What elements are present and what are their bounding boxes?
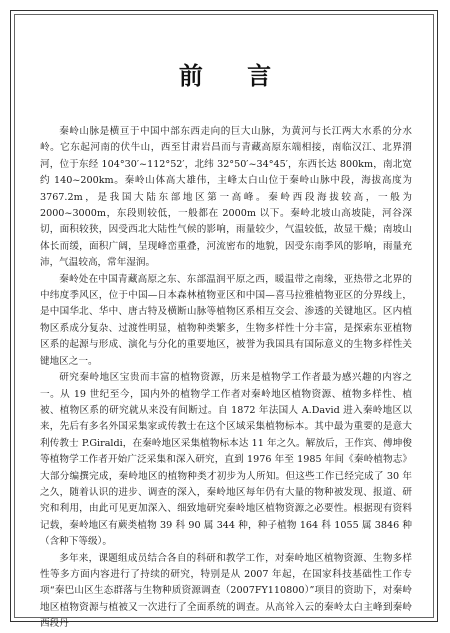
paragraph-3: 研究秦岭地区宝贵而丰富的植物资源，历来是植物学工作者最为感兴趣的内容之一。从 19 世纪至今，国内外的植物学工作者对秦岭地区植物资源、植物多样性、植被、植物区系的研究就从来没有间断过。自 1872 年法国人 A.David 进入秦岭地区以来，先后有多名外国采集家或传教士在这个区域采集植物标本。其中最为重要的是意大利传教士 P.Giraldi，在秦岭地区采集植物标本达 11 年之久。解放后，王作宾、傅坤俊等植物学工作者开始广泛采集和深入研究，直到 1976 年至 1985 年间《秦岭植物志》大部分编撰完成，秦岭地区的植物种类才初步为人所知。但这些工作已经完成了 30 年之久，随着认识的进步、调查的深入，秦岭地区每年仍有大量的物种被发现、报道、研究和利用，由此可见更加深入、细致地研究秦岭地区植物资源之必要性。根据现有资料记载，秦岭地区有蕨类植物 39 科 90 属 344 种，种子植物 164 科 1055 属 3846 种（含种下等级）。 xyxy=(40,372,412,548)
preface-body xyxy=(40,124,412,633)
paragraph-1: 秦岭山脉是横亘于中国中部东西走向的巨大山脉，为黄河与长江两大水系的分水岭。它东起河南的伏牛山，西至甘肃岩昌而与青藏高原东端相接，南临汉江、北界渭河，位于东经 104°30′~112°52′，北纬 32°50′~34°45′，东西长达 800km，南北宽约 140~200km。秦岭山体高大雄伟，主峰太白山位于秦岭山脉中段，海拔高度为 3767.2m，是我国大陆东部地区第一高峰。秦岭西段海拔较高，一般为 2000~3000m，东段则较低，一般都在 2000m 以下。秦岭北坡山高坡陡，河谷深切，面积较狭，因受西北大陆性气候的影响，雨量较少，气温较低，故显干燥；南坡山体长而缓，面积广阔，呈现峰峦重叠，河流密布的地貌，因受东南季风的影响，雨量充沛，气温较高，常年湿润。 xyxy=(40,126,412,269)
page-title: 前 言 xyxy=(178,61,290,90)
paragraph-2: 秦岭处在中国青藏高原之东、东部温润平原之西，暖温带之南缘，亚热带之北界的中纬度季风区，位于中国—日本森林植物亚区和中国—喜马拉雅植物亚区的分界线上，是中国华北、华中、唐古特及横断山脉等植物区系相互交会、渗透的关键地区。区内植物区系成分复杂、过渡性明显，植物种类繁多，生物多样性十分丰富，是探索东亚植物区系的起源与形成、演化与分化的重要地区，被誉为我国具有国际意义的生物多样性关键地区之一。 xyxy=(40,273,412,367)
paragraph-4: 多年来，课题组成员结合各自的科研和教学工作，对秦岭地区植物资源、生物多样性等多方面内容进行了持续的研究，特别是从 2007 年起，在国家科技基础性工作专项“秦巴山区生态群落与生物种质资源调查（2007FY110800）”项目的资助下，对秦岭地区植物资源与植被又一次进行了全面系统的调查。从高耸入云的秦岭太白主峰到秦岭西段丹 xyxy=(40,552,412,630)
